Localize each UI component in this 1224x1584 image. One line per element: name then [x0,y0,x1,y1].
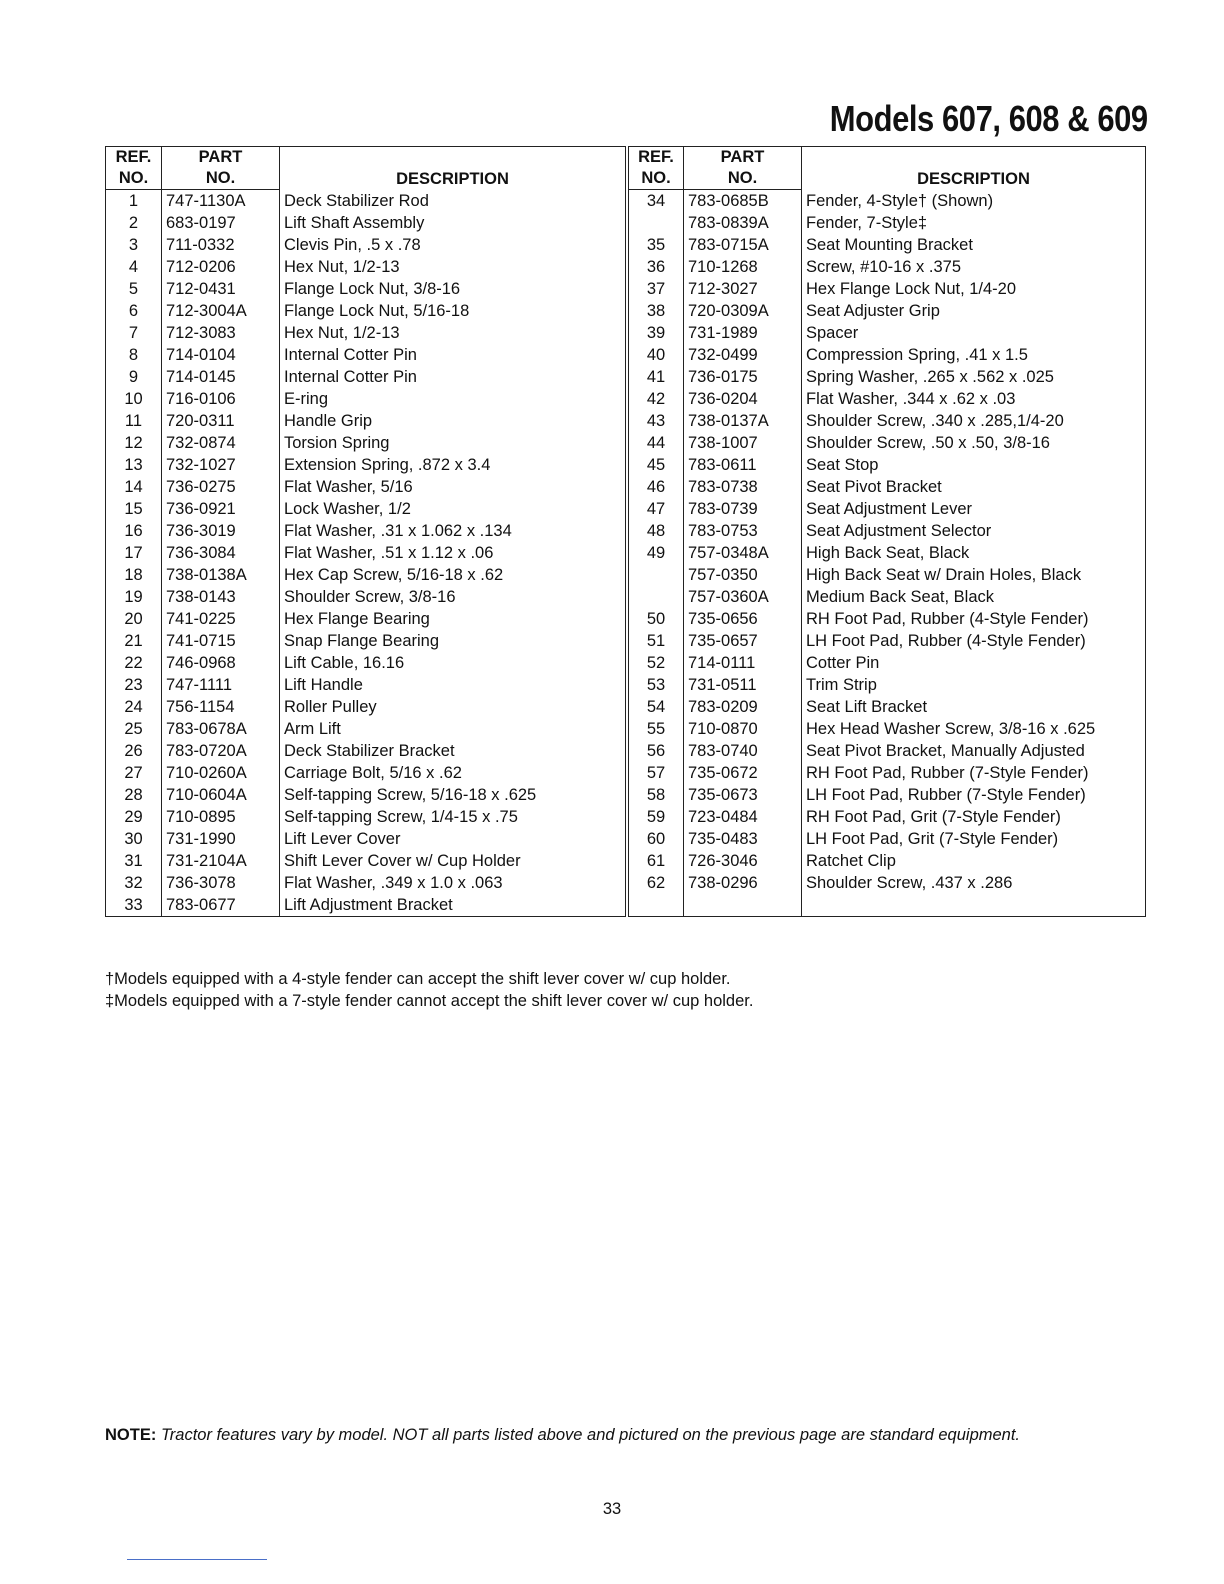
ref-cell: 52 [629,652,684,674]
table-row [106,872,626,894]
ref-cell: 17 [106,542,162,564]
part-number-cell: 783-0715A [684,234,802,256]
ref-cell: 26 [106,740,162,762]
part-number-cell: 723-0484 [684,806,802,828]
description-cell: Carriage Bolt, 5/16 x .62 [280,762,626,784]
description-cell: Seat Adjuster Grip [802,300,1146,322]
description-cell: Flat Washer, .344 x .62 x .03 [802,388,1146,410]
description-cell: RH Foot Pad, Rubber (4-Style Fender) [802,608,1146,630]
part-number-cell: 747-1130A [162,190,280,213]
ref-cell: 29 [106,806,162,828]
ref-cell: 38 [629,300,684,322]
table-row [629,432,1146,454]
part-number-cell: 731-1989 [684,322,802,344]
table-row [106,366,626,388]
description-cell: Lift Lever Cover [280,828,626,850]
part-number-cell: 735-0483 [684,828,802,850]
part-number-cell: 783-0678A [162,718,280,740]
parts-table-left-body [106,190,626,917]
part-number-cell: 783-0839A [684,212,802,234]
table-row [629,498,1146,520]
table-row [629,190,1146,213]
ref-cell: 58 [629,784,684,806]
table-row [106,718,626,740]
part-number-cell: 732-0874 [162,432,280,454]
table-row [629,806,1146,828]
table-row [106,476,626,498]
part-number-cell: 746-0968 [162,652,280,674]
ref-cell: 57 [629,762,684,784]
ref-cell [629,894,684,917]
table-row [629,454,1146,476]
part-number-cell: 710-0604A [162,784,280,806]
footnote-4-style: †Models equipped with a 4-style fender can accept the shift lever cover w/ cup holder. [105,970,731,988]
description-cell: Hex Cap Screw, 5/16-18 x .62 [280,564,626,586]
table-row [629,410,1146,432]
ref-cell [629,212,684,234]
description-cell: Hex Nut, 1/2-13 [280,256,626,278]
part-number-cell: 712-3004A [162,300,280,322]
part-number-cell: 735-0657 [684,630,802,652]
ref-cell: 10 [106,388,162,410]
description-cell: Lift Cable, 16.16 [280,652,626,674]
part-number-cell: 714-0111 [684,652,802,674]
description-cell: Lift Adjustment Bracket [280,894,626,917]
description-cell: Trim Strip [802,674,1146,696]
ref-cell: 4 [106,256,162,278]
table-row [106,652,626,674]
table-row [629,278,1146,300]
ref-cell: 56 [629,740,684,762]
parts-table-right-body [629,190,1146,917]
page-number: 33 [602,1500,622,1518]
note-label: NOTE: [105,1426,157,1444]
ref-cell: 37 [629,278,684,300]
description-cell: Seat Pivot Bracket, Manually Adjusted [802,740,1146,762]
ref-cell: 33 [106,894,162,917]
table-row [106,410,626,432]
description-cell: Deck Stabilizer Bracket [280,740,626,762]
part-number-cell: 736-0204 [684,388,802,410]
table-row [629,212,1146,234]
part-number-cell: 731-1990 [162,828,280,850]
part-number-cell: 783-0677 [162,894,280,917]
description-cell: Fender, 4-Style† (Shown) [802,190,1146,213]
table-row [629,366,1146,388]
ref-cell: 1 [106,190,162,213]
description-cell: Self-tapping Screw, 5/16-18 x .625 [280,784,626,806]
part-number-cell: 714-0104 [162,344,280,366]
ref-cell: 7 [106,322,162,344]
description-cell: RH Foot Pad, Grit (7-Style Fender) [802,806,1146,828]
part-number-cell: 732-0499 [684,344,802,366]
table-row [106,344,626,366]
part-number-cell: 757-0350 [684,564,802,586]
ref-cell [629,586,684,608]
ref-cell: 43 [629,410,684,432]
table-row [106,234,626,256]
ref-cell: 12 [106,432,162,454]
page-title: Models 607, 608 & 609 [830,98,1148,139]
part-number-cell: 710-1268 [684,256,802,278]
ref-cell: 40 [629,344,684,366]
description-cell: Flat Washer, .349 x 1.0 x .063 [280,872,626,894]
part-number-cell: 712-0431 [162,278,280,300]
part-number-cell: 716-0106 [162,388,280,410]
description-cell: Spacer [802,322,1146,344]
ref-cell: 28 [106,784,162,806]
part-number-cell: 720-0309A [684,300,802,322]
part-number-cell: 736-0175 [684,366,802,388]
description-cell: Roller Pulley [280,696,626,718]
part-header-line1: PART [684,147,802,169]
part-number-cell: 712-0206 [162,256,280,278]
ref-cell: 53 [629,674,684,696]
description-cell: Compression Spring, .41 x 1.5 [802,344,1146,366]
table-row [106,586,626,608]
table-row [106,806,626,828]
ref-cell: 44 [629,432,684,454]
description-cell: Lift Handle [280,674,626,696]
description-cell: Medium Back Seat, Black [802,586,1146,608]
description-cell: Seat Lift Bracket [802,696,1146,718]
description-cell: Hex Flange Bearing [280,608,626,630]
ref-cell: 62 [629,872,684,894]
description-cell [802,894,1146,917]
description-cell: LH Foot Pad, Rubber (4-Style Fender) [802,630,1146,652]
table-row [629,828,1146,850]
description-cell: Seat Adjustment Selector [802,520,1146,542]
ref-cell: 19 [106,586,162,608]
table-row [106,784,626,806]
description-cell: Shoulder Screw, .340 x .285,1/4-20 [802,410,1146,432]
parts-table-left [105,146,626,917]
table-row [106,388,626,410]
part-number-cell: 741-0225 [162,608,280,630]
part-number-cell: 783-0739 [684,498,802,520]
ref-cell: 60 [629,828,684,850]
footnote-7-style: ‡Models equipped with a 7-style fender cannot accept the shift lever cover w/ cup holder. [105,992,754,1010]
ref-cell: 25 [106,718,162,740]
table-row [629,696,1146,718]
part-number-cell: 738-0137A [684,410,802,432]
part-number-cell: 710-0895 [162,806,280,828]
table-row [629,564,1146,586]
part-number-cell: 735-0673 [684,784,802,806]
table-row [629,740,1146,762]
ref-cell: 9 [106,366,162,388]
ref-cell: 20 [106,608,162,630]
table-row [629,586,1146,608]
table-row [629,542,1146,564]
part-number-cell: 711-0332 [162,234,280,256]
part-number-cell: 732-1027 [162,454,280,476]
table-row [629,388,1146,410]
table-row [629,652,1146,674]
description-cell: LH Foot Pad, Grit (7-Style Fender) [802,828,1146,850]
part-header-line1: PART [162,147,280,169]
table-row [106,564,626,586]
description-cell: Arm Lift [280,718,626,740]
part-number-cell: 726-3046 [684,850,802,872]
ref-cell: 5 [106,278,162,300]
description-cell: Seat Mounting Bracket [802,234,1146,256]
ref-cell: 11 [106,410,162,432]
table-row [629,872,1146,894]
table-row [106,278,626,300]
ref-cell: 18 [106,564,162,586]
ref-cell: 45 [629,454,684,476]
part-number-cell: 783-0753 [684,520,802,542]
note-text: Tractor features vary by model. NOT all parts listed above and pictured on the previous page are standard equipment. [160,1426,1021,1444]
table-row [106,432,626,454]
description-cell: Self-tapping Screw, 1/4-15 x .75 [280,806,626,828]
table-row [106,696,626,718]
description-cell: Spring Washer, .265 x .562 x .025 [802,366,1146,388]
description-cell: Ratchet Clip [802,850,1146,872]
ref-header-line2: NO. [106,168,162,190]
ref-cell: 39 [629,322,684,344]
ref-cell: 32 [106,872,162,894]
ref-cell: 50 [629,608,684,630]
part-number-cell: 736-0275 [162,476,280,498]
ref-cell: 42 [629,388,684,410]
table-row [629,322,1146,344]
description-cell: Torsion Spring [280,432,626,454]
part-number-cell: 783-0720A [162,740,280,762]
ref-cell: 27 [106,762,162,784]
table-row [106,498,626,520]
part-number-cell: 783-0685B [684,190,802,213]
ref-cell: 46 [629,476,684,498]
table-row [629,762,1146,784]
table-row [629,784,1146,806]
description-cell: Internal Cotter Pin [280,344,626,366]
description-cell: Flat Washer, .31 x 1.062 x .134 [280,520,626,542]
ref-cell: 21 [106,630,162,652]
ref-cell: 61 [629,850,684,872]
table-row [629,850,1146,872]
part-number-cell: 710-0870 [684,718,802,740]
note [105,1426,1020,1445]
part-header-line2: NO. [684,168,802,190]
ref-cell: 8 [106,344,162,366]
part-number-cell: 683-0197 [162,212,280,234]
description-cell: Flange Lock Nut, 3/8-16 [280,278,626,300]
ref-cell: 36 [629,256,684,278]
description-cell: Hex Head Washer Screw, 3/8-16 x .625 [802,718,1146,740]
part-number-cell: 783-0740 [684,740,802,762]
table-row [106,322,626,344]
ref-cell: 47 [629,498,684,520]
part-number-cell: 747-1111 [162,674,280,696]
description-cell: Shift Lever Cover w/ Cup Holder [280,850,626,872]
ref-cell: 41 [629,366,684,388]
table-row [629,630,1146,652]
part-number-cell: 756-1154 [162,696,280,718]
description-cell: Cotter Pin [802,652,1146,674]
description-cell: Shoulder Screw, 3/8-16 [280,586,626,608]
description-cell: Seat Pivot Bracket [802,476,1146,498]
description-cell: Extension Spring, .872 x 3.4 [280,454,626,476]
part-number-cell: 757-0360A [684,586,802,608]
table-row [106,828,626,850]
ref-cell: 2 [106,212,162,234]
description-cell: Clevis Pin, .5 x .78 [280,234,626,256]
ref-header-line1: REF. [106,147,162,169]
table-row [106,674,626,696]
table-row [106,762,626,784]
description-cell: Flange Lock Nut, 5/16-18 [280,300,626,322]
ref-cell: 49 [629,542,684,564]
table-row [106,740,626,762]
table-row [629,608,1146,630]
ref-cell [629,564,684,586]
ref-cell: 59 [629,806,684,828]
ref-cell: 24 [106,696,162,718]
table-row [629,718,1146,740]
ref-cell: 55 [629,718,684,740]
part-number-cell [684,894,802,917]
table-row [106,608,626,630]
table-row [106,850,626,872]
part-number-cell: 731-0511 [684,674,802,696]
table-row [106,630,626,652]
parts-table-right [628,146,1146,917]
part-number-cell: 757-0348A [684,542,802,564]
ref-cell: 48 [629,520,684,542]
table-row [106,454,626,476]
description-header: DESCRIPTION [802,147,1146,190]
description-cell: Internal Cotter Pin [280,366,626,388]
description-cell: Seat Stop [802,454,1146,476]
ref-cell: 13 [106,454,162,476]
description-cell: Snap Flange Bearing [280,630,626,652]
ref-cell: 16 [106,520,162,542]
description-cell: Fender, 7-Style‡ [802,212,1146,234]
table-row [629,476,1146,498]
description-cell: Lift Shaft Assembly [280,212,626,234]
part-number-cell: 736-3084 [162,542,280,564]
table-row [629,234,1146,256]
description-cell: Deck Stabilizer Rod [280,190,626,213]
table-row [629,674,1146,696]
part-number-cell: 738-1007 [684,432,802,454]
description-cell: Seat Adjustment Lever [802,498,1146,520]
ref-cell: 3 [106,234,162,256]
part-number-cell: 712-3083 [162,322,280,344]
part-number-cell: 736-0921 [162,498,280,520]
ref-cell: 14 [106,476,162,498]
part-number-cell: 738-0296 [684,872,802,894]
part-number-cell: 710-0260A [162,762,280,784]
part-header-line2: NO. [162,168,280,190]
table-row [106,212,626,234]
part-number-cell: 738-0138A [162,564,280,586]
ref-cell: 15 [106,498,162,520]
ref-cell: 35 [629,234,684,256]
ref-cell: 6 [106,300,162,322]
part-number-cell: 783-0611 [684,454,802,476]
ref-cell: 34 [629,190,684,213]
ref-cell: 51 [629,630,684,652]
part-number-cell: 738-0143 [162,586,280,608]
table-row [629,520,1146,542]
description-cell: RH Foot Pad, Rubber (7-Style Fender) [802,762,1146,784]
table-row [629,256,1146,278]
description-cell: Hex Flange Lock Nut, 1/4-20 [802,278,1146,300]
table-row [106,300,626,322]
description-cell: Screw, #10-16 x .375 [802,256,1146,278]
description-cell: Hex Nut, 1/2-13 [280,322,626,344]
part-number-cell: 783-0738 [684,476,802,498]
ref-header-line2: NO. [629,168,684,190]
edge-line [127,1559,267,1560]
description-cell: Flat Washer, 5/16 [280,476,626,498]
part-number-cell: 736-3078 [162,872,280,894]
ref-cell: 23 [106,674,162,696]
description-cell: Handle Grip [280,410,626,432]
table-row [629,344,1146,366]
table-row [106,256,626,278]
description-cell: Shoulder Screw, .437 x .286 [802,872,1146,894]
table-row [106,542,626,564]
description-cell: Lock Washer, 1/2 [280,498,626,520]
table-row [629,894,1146,917]
part-number-cell: 731-2104A [162,850,280,872]
part-number-cell: 714-0145 [162,366,280,388]
part-number-cell: 736-3019 [162,520,280,542]
description-header: DESCRIPTION [280,147,626,190]
description-cell: E-ring [280,388,626,410]
description-cell: High Back Seat w/ Drain Holes, Black [802,564,1146,586]
table-row [106,520,626,542]
table-row [629,300,1146,322]
description-cell: Flat Washer, .51 x 1.12 x .06 [280,542,626,564]
part-number-cell: 735-0656 [684,608,802,630]
table-row [106,190,626,213]
part-number-cell: 712-3027 [684,278,802,300]
ref-cell: 22 [106,652,162,674]
footnotes [105,968,753,1012]
ref-cell: 31 [106,850,162,872]
description-cell: Shoulder Screw, .50 x .50, 3/8-16 [802,432,1146,454]
ref-header-line1: REF. [629,147,684,169]
description-cell: LH Foot Pad, Rubber (7-Style Fender) [802,784,1146,806]
part-number-cell: 735-0672 [684,762,802,784]
part-number-cell: 741-0715 [162,630,280,652]
table-row [106,894,626,917]
ref-cell: 54 [629,696,684,718]
part-number-cell: 783-0209 [684,696,802,718]
ref-cell: 30 [106,828,162,850]
description-cell: High Back Seat, Black [802,542,1146,564]
part-number-cell: 720-0311 [162,410,280,432]
